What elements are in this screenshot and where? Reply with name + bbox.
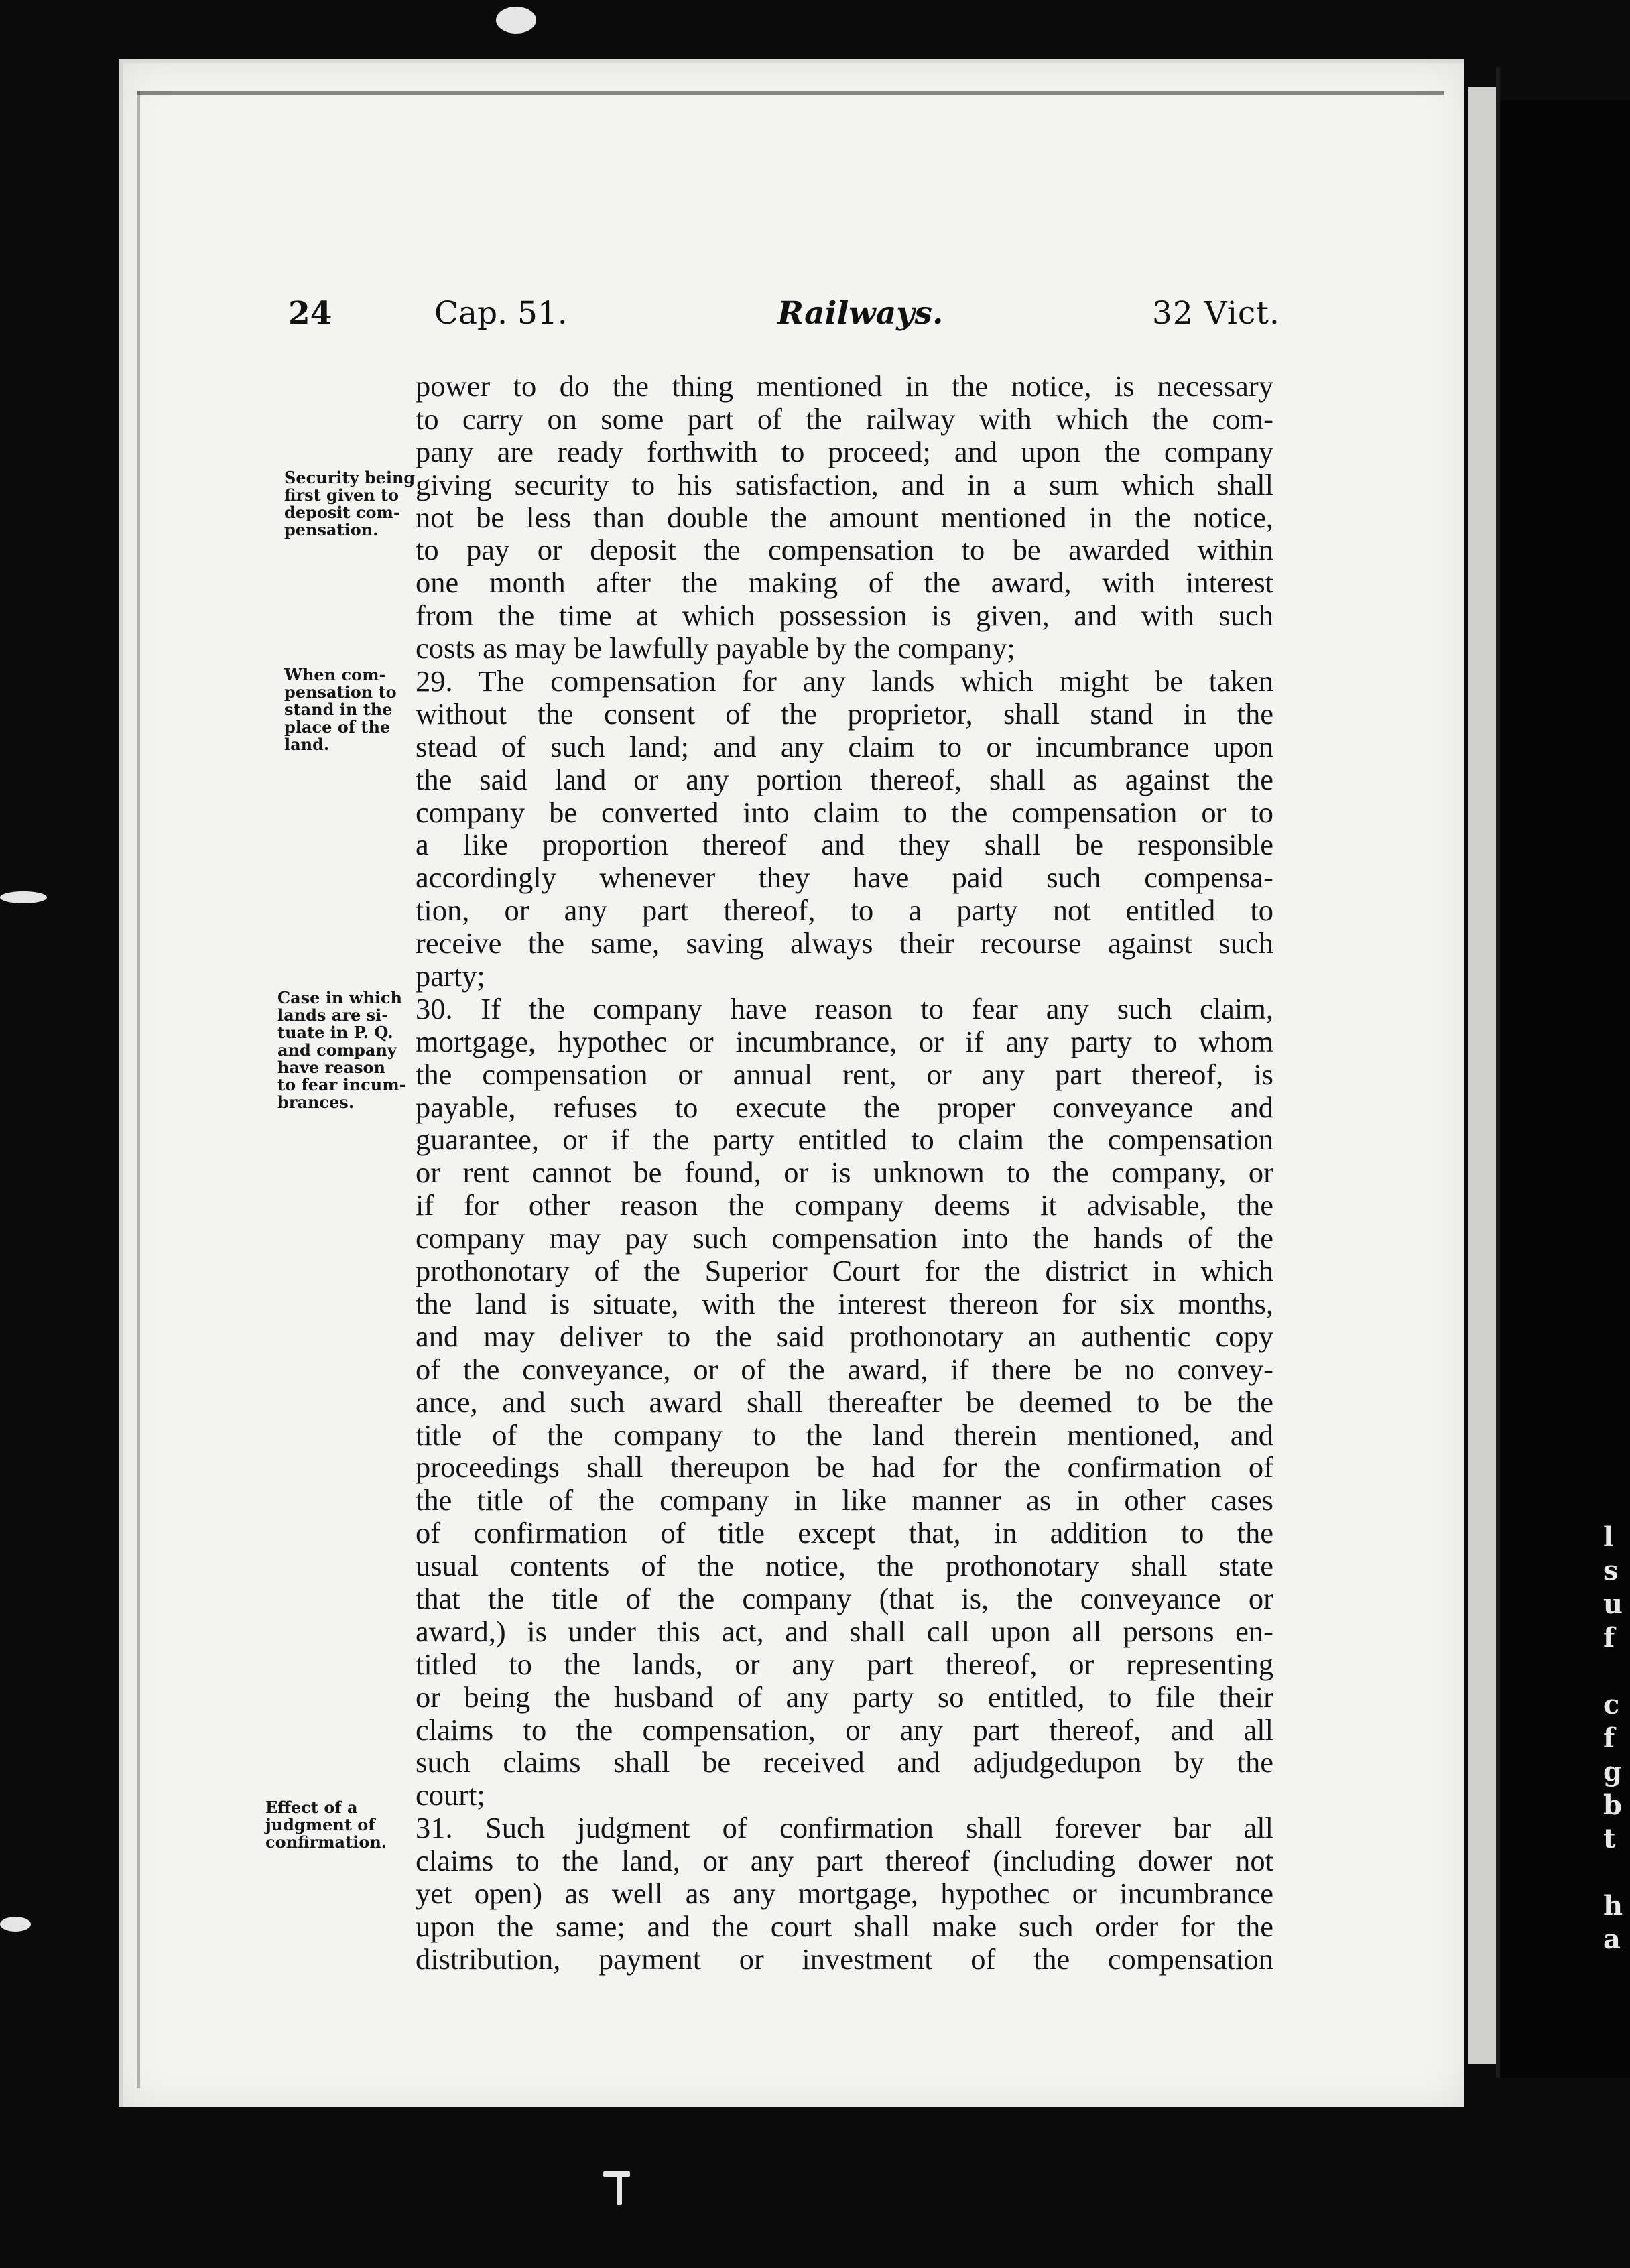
text-line: without the consent of the proprietor, shall stand in the	[416, 696, 1273, 731]
running-title: Railways.	[777, 295, 944, 332]
margin-note-line: first given to	[284, 485, 399, 505]
adjacent-page-letter: h	[1603, 1890, 1623, 1922]
adjacent-page-letter: b	[1603, 1789, 1622, 1821]
text-line: court;	[416, 1778, 485, 1812]
margin-note-line: to fear incum-	[277, 1075, 406, 1094]
text-line: usual contents of the notice, the prothonotary shall state	[416, 1549, 1273, 1583]
regnal-year: 32 Vict.	[1151, 295, 1280, 332]
text-line: company be converted into claim to the compensation or to	[416, 795, 1273, 829]
text-line: ance, and such award shall thereafter be deemed to be the	[416, 1385, 1273, 1419]
text-line: guarantee, or if the party entitled to claim the compensation	[416, 1123, 1273, 1157]
margin-note-line: place of the	[284, 717, 391, 737]
adjacent-page-letter: f	[1603, 1622, 1615, 1653]
section-31-line: 31. Such judgment of confirmation shall forever bar all	[416, 1811, 1273, 1845]
scan-speck	[0, 1917, 31, 1932]
text-line: the land is situate, with the interest thereon for six months,	[416, 1286, 1273, 1320]
margin-note-line: judgment of	[265, 1815, 375, 1834]
text-line: mortgage, hypothec or incumbrance, or if any party to whom	[416, 1024, 1273, 1058]
margin-note-fear-incumbrances	[277, 989, 435, 1111]
text-line: a like proportion thereof and they shall be responsible	[416, 828, 1273, 862]
text-line: titled to the lands, or any part thereof, or representing	[416, 1647, 1273, 1681]
page-number: 24	[288, 295, 332, 332]
margin-note-line: and company	[277, 1040, 397, 1060]
adjacent-page-letter: a	[1603, 1924, 1621, 1955]
text-line: of confirmation of title except that, in addition to the	[416, 1516, 1273, 1550]
text-line: the compensation or annual rent, or any part thereof, is	[416, 1057, 1273, 1091]
margin-note-line: have reason	[277, 1058, 386, 1077]
text-line: from the time at which possession is given, and with such	[416, 598, 1273, 633]
text-line: payable, refuses to execute the proper conveyance and	[416, 1090, 1273, 1124]
margin-note-line: Security being	[284, 468, 416, 487]
adjacent-page-letter: g	[1603, 1756, 1622, 1787]
section-30-line: 30. If the company have reason to fear any such claim,	[416, 991, 1273, 1025]
text-line: or being the husband of any party so entitled, to file their	[416, 1680, 1273, 1714]
binding-gutter	[1468, 87, 1497, 2064]
margin-note-judgment-effect	[265, 1799, 423, 1851]
text-line: tion, or any part thereof, to a party not entitled to	[416, 893, 1273, 928]
scan-speck	[496, 7, 536, 34]
text-line: title of the company to the land therein mentioned, and	[416, 1418, 1273, 1452]
margin-note-line: tuate in P. Q.	[277, 1023, 393, 1042]
text-line: prothonotary of the Superior Court for the district in which	[416, 1254, 1273, 1288]
text-line: or rent cannot be found, or is unknown to the company, or	[416, 1155, 1273, 1190]
page-rule-left	[137, 91, 140, 2088]
text-line: such claims shall be received and adjudgedupon by the	[416, 1745, 1273, 1779]
running-head	[288, 295, 1280, 342]
text-line: that the title of the company (that is, the conveyance or	[416, 1581, 1273, 1615]
text-line: to carry on some part of the railway with which the com-	[416, 401, 1273, 436]
adjacent-page-letter: s	[1603, 1555, 1619, 1586]
text-line: claims to the land, or any part thereof (including dower not	[416, 1844, 1273, 1878]
text-line: to pay or deposit the compensation to be awarded within	[416, 533, 1273, 567]
text-line: power to do the thing mentioned in the notice, is necessary	[416, 369, 1273, 403]
text-line: party;	[416, 959, 485, 993]
text-line: one month after the making of the award, with interest	[416, 566, 1273, 600]
margin-note-line: land.	[284, 735, 330, 754]
text-line: pany are ready forthwith to proceed; and upon the company	[416, 434, 1273, 468]
adjacent-page-letter: l	[1603, 1521, 1614, 1553]
text-line: receive the same, saving always their recourse against such	[416, 926, 1273, 960]
margin-note-line: stand in the	[284, 700, 393, 719]
text-line: if for other reason the company deems it advisable, the	[416, 1188, 1273, 1222]
text-line: costs as may be lawfully payable by the company;	[416, 631, 1015, 666]
statute-body	[416, 370, 1273, 1976]
margin-note-line: Effect of a	[265, 1798, 358, 1817]
text-line: claims to the compensation, or any part thereof, and all	[416, 1712, 1273, 1747]
text-line: distribution, payment or investment of the compensation	[416, 1942, 1273, 1976]
text-line: of the conveyance, or of the award, if there be no convey-	[416, 1352, 1273, 1386]
text-line: the said land or any portion thereof, shall as against the	[416, 762, 1273, 796]
scan-speck	[0, 891, 47, 903]
margin-note-line: pensation to	[284, 682, 397, 702]
margin-note-line: deposit com-	[284, 503, 400, 522]
text-line: not be less than double the amount mentioned in the notice,	[416, 500, 1273, 534]
scan-speck	[603, 2171, 630, 2177]
chapter-label: Cap. 51.	[434, 295, 568, 332]
margin-note-line: brances.	[277, 1092, 355, 1112]
adjacent-page-letter: f	[1603, 1722, 1615, 1754]
text-line: stead of such land; and any claim to or incumbrance upon	[416, 729, 1273, 763]
margin-note-line: lands are si-	[277, 1005, 389, 1025]
margin-note-line: pensation.	[284, 520, 379, 540]
text-line: award,) is under this act, and shall call upon all persons en-	[416, 1614, 1273, 1648]
margin-note-line: confirmation.	[265, 1832, 387, 1852]
adjacent-page-letter: c	[1603, 1689, 1620, 1720]
text-line: giving security to his satisfaction, and in a sum which shall	[416, 467, 1273, 501]
text-line: upon the same; and the court shall make such order for the	[416, 1909, 1273, 1943]
text-line: the title of the company in like manner as in other cases	[416, 1483, 1273, 1517]
text-line: company may pay such compensation into the hands of the	[416, 1221, 1273, 1255]
text-line: yet open) as well as any mortgage, hypothec or incumbrance	[416, 1876, 1273, 1910]
text-line: accordingly whenever they have paid such compensa-	[416, 861, 1273, 895]
adjacent-page-letter: u	[1603, 1588, 1623, 1620]
section-29-line: 29. The compensation for any lands which might be taken	[416, 664, 1273, 698]
adjacent-page-letter: t	[1603, 1823, 1616, 1854]
text-line: proceedings shall thereupon be had for the confirmation of	[416, 1450, 1273, 1485]
margin-note-line: When com-	[284, 665, 386, 684]
page-rule-top	[137, 91, 1444, 95]
text-line: and may deliver to the said prothonotary an authentic copy	[416, 1319, 1273, 1353]
margin-note-line: Case in which	[277, 988, 402, 1007]
